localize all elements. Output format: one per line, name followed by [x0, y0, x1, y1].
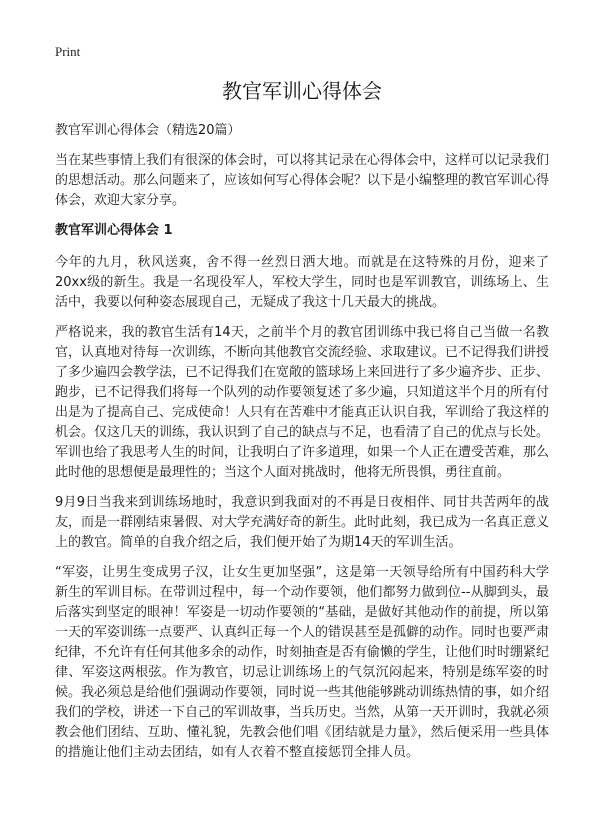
document-title: 教官军训心得体会 — [222, 79, 382, 103]
intro-paragraph: 当在某些事情上我们有很深的体会时，可以将其记录在心得体会中，这样可以记录我们的思想活动。那么问题来了，应该如何写心得体会呢？以下是小编整理的教官军训心得体会，欢迎大家分享。 — [55, 153, 550, 208]
body-paragraph: 今年的九月，秋风送爽，舍不得一丝烈日洒大地。而就是在这特殊的月份，迎来了20xx级的新生。我是一名现役军人，军校大学生，同时也是军训教官，训练场上、生活中，我要以何种姿态展现自己，无疑成了我这十几天最大的挑战。 — [55, 255, 549, 310]
body-paragraph: 严格说来，我的教官生活有14天，之前半个月的教官团训练中我已将自己当做一名教官，认真地对待每一次训练，不断向其他教官交流经验、求取建议。已不记得我们讲授了多少遍四会教学法，已不记得我们在宽敞的篮球场上来回进行了多少遍齐步、正步、跑步，已不记得我们将每一个队列的动作要领复述了多少遍，只知道这半个月的所有付出是为了提高自己、完成使命！人只有在苦难中才能真正认识自我，军训给了我这样的机会。仅这几天的训练，我认识到了自己的缺点与不足，也看清了自己的优点与长处。军训也给了我思考人生的时间，让我明白了许多道理，如果一个人正在遭受苦难，那么此时他的思想便是最理性的；当这个人面对挑战时，他将无所畏惧，勇往直前。 — [55, 325, 550, 480]
document-subtitle: 教官军训心得体会（精选20篇） — [55, 123, 241, 138]
print-link[interactable]: Print — [55, 44, 81, 59]
document-body — [55, 121, 549, 773]
section-heading: 教官军训心得体会 1 — [55, 223, 173, 238]
body-paragraph: 9月9日当我来到训练场地时，我意识到我面对的不再是日夜相伴、同甘共苦两年的战友，而是一群刚结束暑假、对大学充满好奇的新生。此时此刻，我已成为一名真正意义上的教官。简单的自我介绍之后，我们便开始了为期14天的军训生活。 — [55, 495, 550, 550]
body-paragraph: “军姿，让男生变成男子汉，让女生更加坚强”，这是第一天领导给所有中国药科大学新生的军训目标。在带训过程中，每一个动作要领，他们都努力做到位--从脚到头，最后落实到坚定的眼神！军姿是一切动作要领的“基础，是做好其他动作的前提，所以第一天的军姿训练一点要严、认真纠正每一个人的错误甚至是孤僻的动作。同时也要严肃纪律，不允许有任何其他多余的动作，时刻抽查是否有偷懒的学生，让他们时时绷紧纪律、军姿这两根弦。作为教官，切忌让训练场上的气氛沉闷起来，特别是练军姿的时候。我必须总是给他们强调动作要领，同时说一些其他能够跳动训练热情的事，如介绍我们的学校，讲述一下自己的军训故事，当兵历史。当然，从第一天开训时，我就必须教会他们团结、互助、懂礼貌，先教会他们唱《团结就是力量》，然后便采用一些具体的措施让他们主动去团结，如有人衣着不整直接惩罚全排人员。 — [55, 565, 550, 760]
